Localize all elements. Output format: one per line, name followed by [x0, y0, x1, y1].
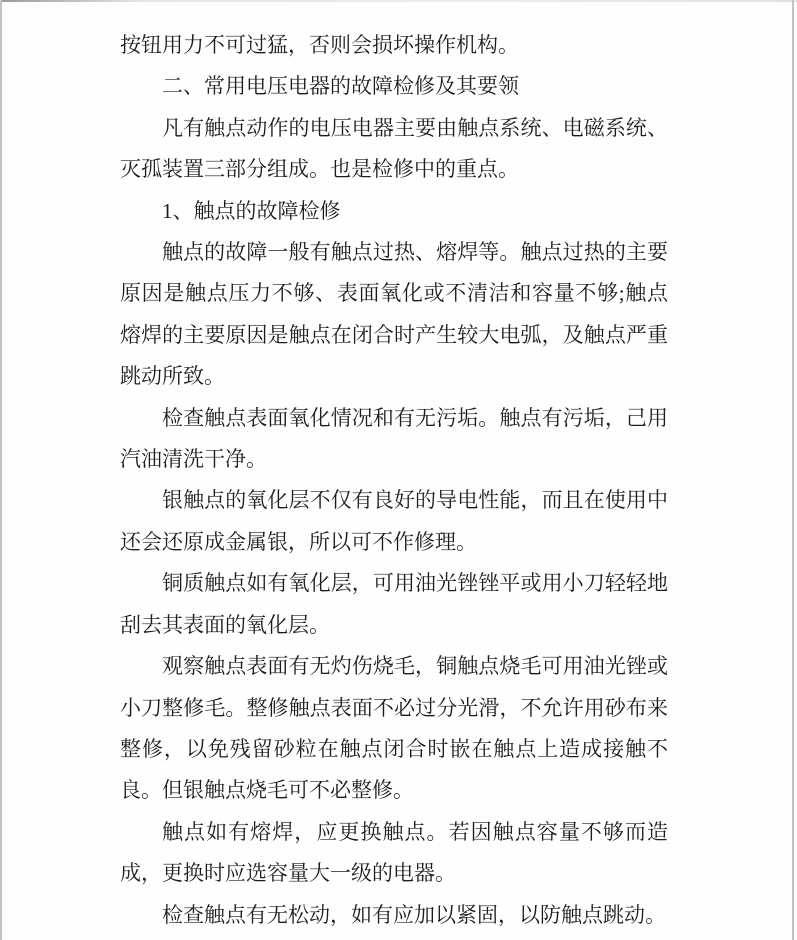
paragraph: 检查触点表面氧化情况和有无污垢。触点有污垢，己用汽油清洗干净。 [120, 405, 668, 472]
paragraph: 铜质触点如有氧化层，可用油光锉锉平或用小刀轻轻地刮去其表面的氧化层。 [120, 571, 668, 637]
page-left-edge [0, 0, 2, 940]
paragraph: 1、触点的故障检修 [162, 198, 341, 223]
page-right-edge [792, 0, 794, 940]
paragraph: 触点的故障一般有触点过热、熔焊等。触点过热的主要原因是触点压力不够、表面氧化或不清洁和容量不够;触点熔焊的主要原因是触点在闭合时产生较大电弧，及触点严重跳动所致。 [120, 240, 668, 389]
paragraph: 按钮用力不可过猛，否则会损坏操作机构。 [120, 33, 519, 57]
document-body [120, 25, 668, 936]
paragraph: 检查触点有无松动，如有应加以紧固，以防触点跳动。 [162, 902, 666, 927]
paragraph: 凡有触点动作的电压电器主要由触点系统、电磁系统、灭孤装置三部分组成。也是检修中的重点。 [120, 115, 668, 182]
paragraph: 二、常用电压电器的故障检修及其要领 [162, 74, 519, 99]
paragraph: 银触点的氧化层不仅有良好的导电性能，而且在使用中还会还原成金属银，所以可不作修理。 [120, 488, 668, 554]
page-top-edge [0, 0, 797, 2]
paragraph: 触点如有熔焊，应更换触点。若因触点容量不够而造成，更换时应选容量大一级的电器。 [120, 819, 668, 886]
paragraph: 观察触点表面有无灼伤烧毛，铜触点烧毛可用油光锉或小刀整修毛。整修触点表面不必过分光滑，不允许用砂布来整修，以免残留砂粒在触点闭合时嵌在触点上造成接触不良。但银触点烧毛可不必整修。 [120, 654, 668, 803]
